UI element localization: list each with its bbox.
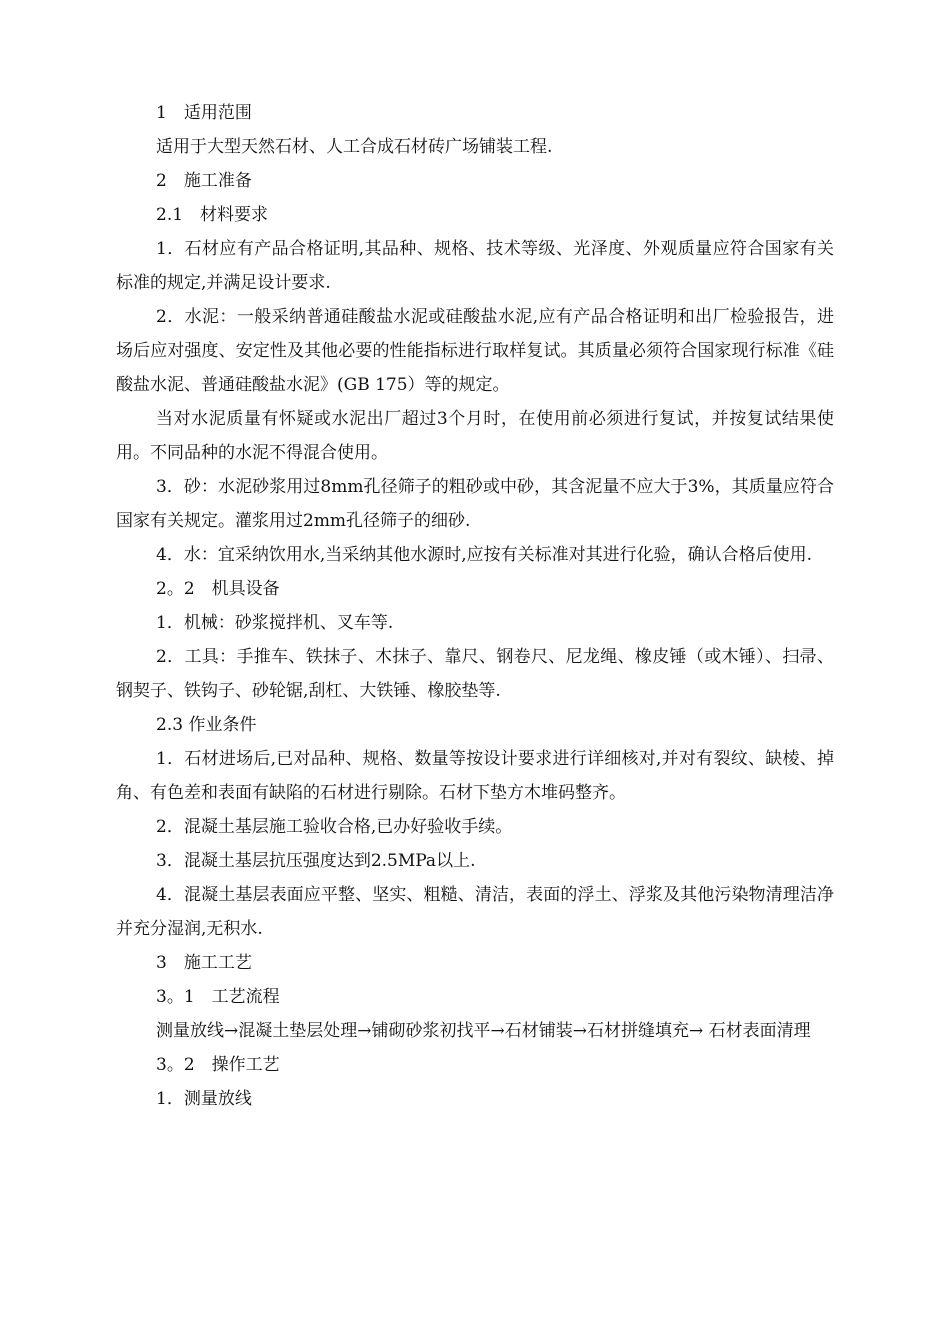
condition-item-4: 4．混凝土基层表面应平整、坚实、粗糙、清洁，表面的浮土、浮浆及其他污染物清理洁净并充分湿润,无积水.: [116, 885, 834, 939]
material-cement-note: 当对水泥质量有怀疑或水泥出厂超过3个月时，在使用前必须进行复试，并按复试结果使用。不同品种的水泥不得混合使用。: [116, 409, 834, 463]
section-heading-preparation: 2 施工准备: [156, 171, 252, 191]
condition-item-2: 2．混凝土基层施工验收合格,已办好验收手续。: [156, 817, 513, 837]
scope-text: 适用于大型天然石材、人工合成石材砖广场铺装工程.: [156, 137, 553, 157]
section-heading-scope: 1 适用范围: [156, 103, 252, 123]
subsection-heading-operation: 3。2 操作工艺: [156, 1055, 280, 1075]
document-body: [116, 96, 834, 1116]
material-item-sand: 3．砂：水泥砂浆用过8mm孔径筛子的粗砂或中砂，其含泥量不应大于3%，其质量应符合国家有关规定。灌浆用过2mm孔径筛子的细砂.: [116, 477, 834, 531]
equipment-item-machinery: 1．机械：砂浆搅拌机、叉车等.: [156, 613, 394, 633]
condition-item-3: 3．混凝土基层抗压强度达到2.5MPa以上.: [156, 851, 476, 871]
section-heading-process: 3 施工工艺: [156, 953, 252, 973]
subsection-heading-flow: 3。1 工艺流程: [156, 987, 280, 1007]
material-item-cement: 2．水泥：一般采纳普通硅酸盐水泥或硅酸盐水泥,应有产品合格证明和出厂检验报告，进场后应对强度、安定性及其他必要的性能指标进行取样复试。其质量必须符合国家现行标准《硅酸盐水泥、普通硅酸盐水泥》(GB 175）等的规定。: [116, 307, 834, 395]
material-item-water: 4．水：宜采纳饮用水,当采纳其他水源时,应按有关标准对其进行化验，确认合格后使用.: [156, 545, 813, 565]
operation-item-survey: 1．测量放线: [156, 1089, 252, 1109]
condition-item-1: 1．石材进场后,已对品种、规格、数量等按设计要求进行详细核对,并对有裂纹、缺棱、掉角、有色差和表面有缺陷的石材进行剔除。石材下垫方木堆码整齐。: [116, 749, 834, 803]
material-item-stone: 1．石材应有产品合格证明,其品种、规格、技术等级、光泽度、外观质量应符合国家有关标准的规定,并满足设计要求.: [116, 239, 834, 293]
subsection-heading-material: 2.1 材料要求: [156, 205, 269, 225]
subsection-heading-conditions: 2.3 作业条件: [156, 715, 257, 735]
subsection-heading-equipment: 2。2 机具设备: [156, 579, 280, 599]
process-flow-text: 测量放线→混凝土垫层处理→铺砌砂浆初找平→石材铺装→石材拼缝填充→ 石材表面清理: [156, 1021, 811, 1041]
equipment-item-tools: 2．工具：手推车、铁抹子、木抹子、靠尺、钢卷尺、尼龙绳、橡皮锤（或木锤）、扫帚、钢契子、铁钩子、砂轮锯,刮杠、大铁锤、橡胶垫等.: [116, 647, 834, 701]
